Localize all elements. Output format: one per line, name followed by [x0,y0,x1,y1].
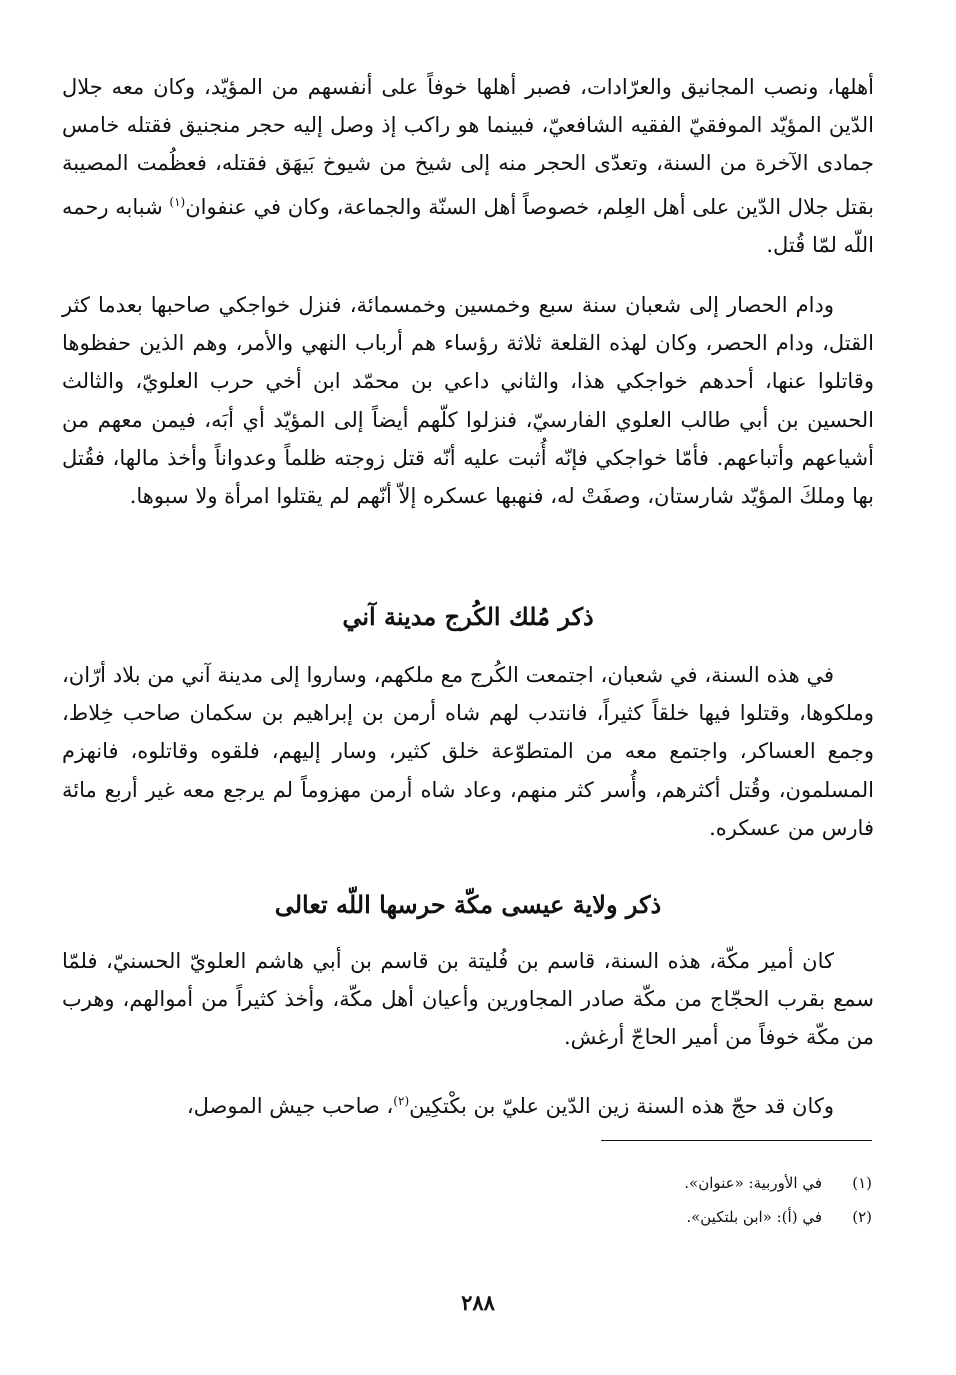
paragraph-1-text-end: شبابه رحمه اللّه لمّا قُتل. [62,194,874,257]
heading-2-block [62,886,874,924]
footnote-1-text: في الأوربية: «عنوان». [684,1174,822,1192]
paragraph-2-block [62,286,874,515]
footnote-2-text: في (أ): «ابن بلتكين». [686,1208,822,1226]
paragraph-1-block [62,68,874,264]
paragraph-5-text-end: ، صاحب جيش الموصل، [186,1094,394,1118]
footnote-2 [512,1206,872,1228]
paragraph-3-block [62,656,874,847]
paragraph-1-text: أهلها، ونصب المجانيق والعرّادات، فصبر أهلها خوفاً على أنفسهم من المؤيّد، وكان معه جلال الدّين المؤيّد الموفقيّ الفقيه الشافعيّ، فبينما هو راكب إذ وصل إليه حجر منجنيق فقتله خامس جمادى الآخرة من السنة، وتعدّى الحجر منه إلى شيخ من شيوخ بَيهَق فقتله، فعظُمت المصيبة بقتل جلال الدّين على أهل العِلم، خصوصاً أهل السنّة والجماعة، وكان في عنفوان [62,75,874,219]
page-number: ٢٨٨ [461,1290,495,1315]
footnote-marker-2: (٢) [393,1094,410,1108]
footnote-marker-1: (١) [169,194,186,209]
footnote-1 [512,1172,872,1194]
footnote-separator [601,1140,872,1141]
paragraph-3: في هذه السنة، في شعبان، اجتمعت الكُرج مع ملكهم، وساروا إلى مدينة آني من بلاد أرّان، وملكوها، وقتلوا فيها خلقاً كثيراً، فانتدب لهم شاه أرمن بن إبراهيم بن سكمان صاحب خِلاط، وجمع العساكر، واجتمع معه من المتطوّعة خلق كثير، وسار إليهم، فلقوه وقاتلوه، فانهزم المسلمون، وقُتل أكثرهم، وأُسر كثر منهم، وعاد شاه أرمن مهزوماً لم يرجع معه غير أربع مائة فارس من عسكره. [62,663,874,840]
footnote-1-number: (١) [852,1174,872,1192]
paragraph-5-text: وكان قد حجّ هذه السنة زين الدّين عليّ بن بكْتكِين [409,1094,834,1118]
paragraph-1 [62,68,874,264]
section-heading-2: ذكر ولاية عيسى مكّة حرسها اللّه تعالى [274,890,662,919]
footnote-2-number: (٢) [852,1208,872,1226]
paragraph-5-block [62,1082,874,1125]
section-heading-1: ذكر مُلك الكُرج مدينة آني [342,602,594,631]
paragraph-5 [62,1082,874,1125]
paragraph-4: كان أمير مكّة، هذه السنة، قاسم بن فُليتة بن قاسم بن أبي هاشم العلويّ الحسنيّ، فلمّا سمع بقرب الحجّاج من مكّة صادر المجاورين وأعيان أهل مكّة، وأخذ كثيراً من أموالهم، وهرب من مكّة خوفاً من أمير الحاجّ أرغش. [62,949,874,1050]
heading-1-block [62,598,874,636]
paragraph-2: ودام الحصار إلى شعبان سنة سبع وخمسين وخمسمائة، فنزل خواجكي صاحبها بعدما كثر القتل، ودام الحصر، وكان لهذه القلعة ثلاثة رؤساء هم أرباب النهي والأمر، وهم الذين حفظوها وقاتلوا عنها، أحدهم خواجكي هذا، والثاني داعي بن محمّد ابن أخي حرب العلويّ، والثالث الحسين بن أبي طالب العلوي الفارسيّ، فنزلوا كلّهم أيضاً إلى المؤيّد أي أبَه، فيمن معهم من أشياعهم وأتباعهم. فأمّا خواجكي فإنّه أُثبت عليه أنّه قتل زوجته ظلماً وعدواناً وأخذ مالها، فقُتل بها وملكَ المؤيّد شارستان، وصفَتْ له، فنهبها عسكره إلاّ أنّهم لم يقتلوا امرأة ولا سبوها. [62,293,874,509]
paragraph-4-block [62,942,874,1057]
